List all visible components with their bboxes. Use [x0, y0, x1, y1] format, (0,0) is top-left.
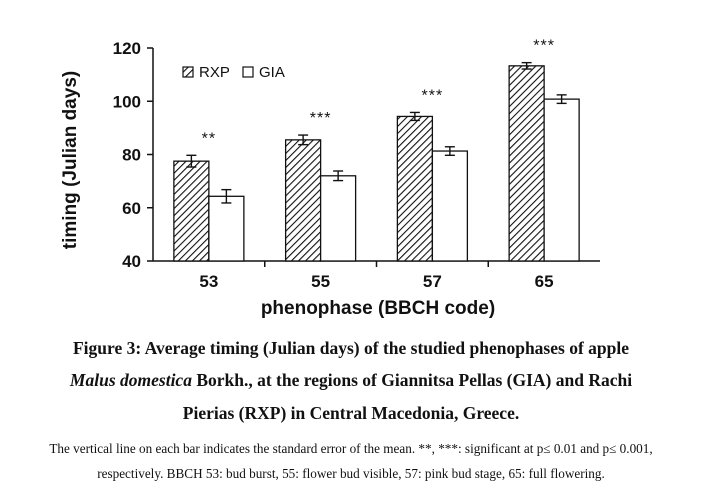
y-tick-label: 100: [112, 92, 141, 112]
figure-caption-line-1: [0, 338, 702, 359]
y-tick-label: 80: [122, 145, 141, 165]
rxp-bar: [286, 140, 321, 261]
legend: [183, 64, 285, 81]
legend-label-rxp: RXP: [199, 64, 230, 81]
legend-swatch-rxp: [183, 67, 193, 77]
rxp-bar: [397, 116, 432, 261]
y-tick-label: 120: [112, 39, 141, 58]
footnote-line-1: The vertical line on each bar indicates the standard error of the mean. **, ***: significant at p≤ 0.01 and p≤ 0.001,: [49, 441, 653, 456]
figure-caption-line-2: [0, 370, 702, 391]
x-axis-label: phenophase (BBCH code): [260, 298, 496, 319]
y-axis-label: timing (Julian days): [60, 70, 81, 250]
y-tick-label: 60: [122, 198, 141, 218]
legend-swatch-gia: [243, 67, 253, 77]
significance-marker: ***: [533, 37, 555, 55]
gia-bar: [321, 176, 356, 261]
significance-marker: ***: [421, 87, 444, 105]
species-name: Malus domestica: [69, 370, 192, 390]
significance-marker: ***: [309, 110, 332, 128]
rxp-bar: [509, 66, 544, 261]
caption-text-1: Average timing (Julian days) of the studied phenophases of apple: [141, 338, 629, 358]
figure-caption-line-3: [0, 403, 702, 424]
x-tick-label: 57: [422, 272, 442, 291]
y-tick-label: 40: [122, 252, 141, 271]
gia-bar: [544, 99, 579, 261]
caption-text-2: Borkh., at the regions of Giannitsa Pellas (GIA) and Rachi: [191, 370, 633, 390]
x-tick-label: 55: [311, 272, 331, 291]
x-tick-label: 53: [199, 272, 219, 291]
gia-bar: [209, 196, 244, 261]
significance-marker: **: [201, 130, 217, 148]
caption-text-3: Pierias (RXP) in Central Macedonia, Greece.: [182, 403, 520, 423]
rxp-bar: [174, 161, 209, 261]
x-tick-label: 65: [534, 272, 554, 291]
figure-label: Figure 3:: [72, 338, 142, 358]
footnote-line-2: respectively. BBCH 53: bud burst, 55: flower bud visible, 57: pink bud stage, 65: full flowering.: [97, 466, 605, 481]
gia-bar: [432, 151, 467, 261]
legend-label-gia: GIA: [259, 64, 285, 81]
